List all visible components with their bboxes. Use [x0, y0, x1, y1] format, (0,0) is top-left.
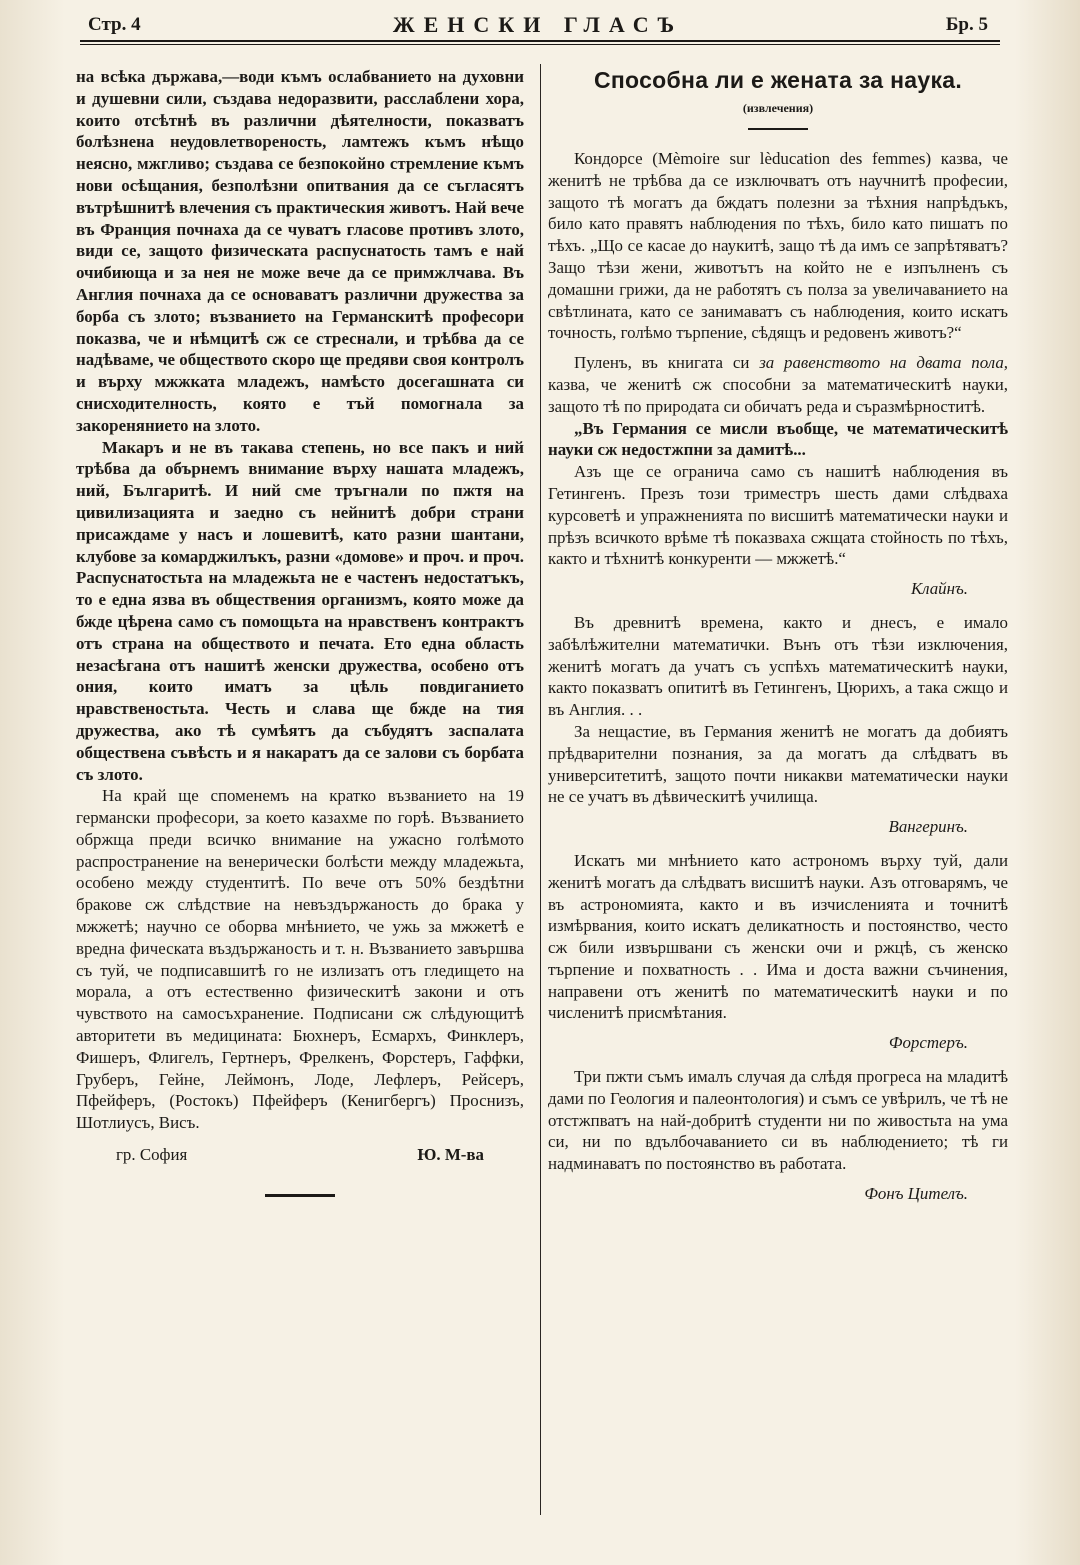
right-column: [548, 66, 1008, 1217]
author-signature: Ю. М-ва: [417, 1145, 484, 1165]
paragraph: На край ще споменемъ на кратко възванието на 19 германски професори, за което казахме по горѣ. Възванието обржща преди всичко внимание на ужасно голѣмото распространение на венерически болѣсти между младежьта, особено между студентитѣ. По вече отъ 50% бездѣтни бракове сж слѣдствие на невъздържаность до брака у мжжетѣ; научно се оборва мнѣнието, че ужь за мжжетѣ е вредна фическата въздържаность и т. н. Възванието завършва съ туй, че подписавшитѣ го не излизатъ отъ гледището на морала, а отъ естественно физическитѣ закони и отъ чувството на самосъхранение. Подписани сж слѣдующитѣ авторитети въ медицината: Бюхнеръ, Есмархъ, Финклеръ, Фишеръ, Флигелъ, Гертнеръ, Фрелкенъ, Форстеръ, Гаффки, Груберъ, Гейне, Леймонъ, Лоде, Лефлеръ, Рейсеръ, Пфейферъ, (Ростокъ) Пфейферъ (Кенигбергъ) Проснизъ, Шотлиусъ, Висъ.: [76, 786, 524, 1133]
title-rule: [748, 128, 808, 130]
header-rule: [80, 40, 1000, 42]
paragraph: на всѣка държава,—води къмъ ослабванието на духовни и душевни сили, създава недоразвити, расслаблени хора, които отсѣтнѣ въ различни дѣятелности, показватъ болѣзнена неудовлетвореность, ламтежъ къмъ нѣщо неясно, мжгливо; създава се безпокойно стремление къмъ нови осѣщания, безполѣзни опитвания да се съгласятъ вътрѣшнитѣ влечения съ практическия животъ. Най вече въ Франция почнаха да се чуватъ гласове противъ злото, види се, защото физическата распуснатость тамъ е най очибиюща и за нея не може вече да се примжлчава. Въ Англия почнаха да се основаватъ различни дружества за борба съ злото; възванието на Германскитѣ професори показва, че и нѣмцитѣ сж се стреснали, и трѣбва да се надѣваме, че обществото скоро ще предяви своя контролъ и върху мжжката младежъ, намѣсто досегашната си снисходителность, която е тъй помогнала за закоренянието на злото.: [76, 67, 524, 435]
quote-paragraph: Три пжти съмъ ималъ случая да слѣдя прогреса на младитѣ дами по Геология и палеонтология) и съмъ се увѣрилъ, че тѣ не отстжпватъ на най-добритѣ студенти ни по живостьта на ума си, ни по вдълбочаванието си въ наблюдението; тѣ ги надминаватъ по постоянство въ работата.: [548, 1067, 1008, 1174]
article-title: Способна ли е жената за наука.: [593, 67, 963, 93]
article-end-rule: [265, 1194, 335, 1197]
quote-signature: Фонъ Цителъ.: [864, 1184, 968, 1204]
quote-paragraph: Въ древнитѣ времена, както и днесъ, е имало забѣлѣжителни математички. Вънъ отъ тѣзи изключения, женитѣ могатъ да учатъ съ успѣхъ математическитѣ науки, както показватъ опититѣ въ Гетингенъ, Цюрихъ, а така сжщо и въ Англия. . .: [548, 612, 1008, 720]
quote-signature: Вангеринъ.: [888, 817, 968, 837]
column-divider: [540, 64, 541, 1515]
paragraph: Макаръ и не въ такава степень, но все пакъ и ний трѣбва да обърнемъ внимание върху нашата младежъ, ний, Българитѣ. И ний сме тръгнали по пжтя на цивилизацията и заедно съ нейнитѣ добри страни присаждаме у насъ и лошевитѣ, като разни шантани, клубове за комарджилъкъ, разни «домове» и проч. и проч. Распуснатостьта на младежьта не е частенъ недостатъкъ, то е една язва въ обществения организмъ, която може да бжде цѣрена само съ помощьта на нравственъ контрактъ отъ страна на обществото и печата. Ето една область незасѣгана отъ нашитѣ женски дружества, особено отъ ония, които иматъ за цѣль повдиганието нравственостьта. Честь и слава ще бжде на тия дружества, ако тѣ сумѣятъ да събудятъ заспалата обществена съвѣсть и я накаратъ да се залови съ борбата съ злото.: [76, 437, 524, 784]
page-header: [88, 12, 988, 38]
place-line: гр. София: [116, 1145, 188, 1165]
quote-paragraph: Пуленъ, въ книгата си за равенството на двата пола, казва, че женитѣ сж способни за математическитѣ науки, защото тѣ по природата си обичатъ реда и съразмѣрноститѣ.: [548, 353, 1008, 416]
issue-number: Бр. 5: [945, 14, 988, 35]
article-signature: [76, 1144, 524, 1166]
quote-paragraph: Азъ ще се огранича само съ нашитѣ наблюдения въ Гетингенъ. Презъ този триместръ шесть дами слѣдваха курсоветѣ и упражненията по висшитѣ математически науки и прѣзъ всичкото врѣме тѣ показваха сжщата стойность по тѣхъ, както и тѣхнитѣ конкуренти — мжжетѣ.“: [548, 462, 1008, 569]
newspaper-title: ЖЕНСКИ ГЛАСЪ: [392, 12, 684, 37]
page-number: Стр. 4: [88, 14, 141, 35]
quote-signature: Клайнъ.: [910, 579, 968, 599]
quote-paragraph: „Въ Германия се мисли въобще, че математическитѣ науки сж недостжпни за дамитѣ...: [548, 418, 1008, 460]
left-column: [76, 66, 524, 1197]
quote-paragraph: Искатъ ми мнѣнието като астрономъ върху туй, дали женитѣ могатъ да слѣдватъ висшитѣ науки. Азъ отговарямъ, че въ астрономията, както и въ изчисленията и точнитѣ измѣрвания, които искатъ деликатность и постоянство, често сж били извършвани съ женски очи и ржцѣ, съ женско търпение и похватность . . Има и доста важни съчинения, направени отъ женитѣ по математическитѣ науки и по численитѣ присмѣтания.: [548, 850, 1008, 1023]
quote-paragraph: За нещастие, въ Германия женитѣ не могатъ да добиятъ прѣдварителни познания, за да могатъ да слѣдватъ въ университетитѣ, защото почти никакви математически науки не се учатъ въ дѣвическитѣ училища.: [548, 721, 1008, 807]
quote-signature: Форстеръ.: [888, 1033, 968, 1053]
header-rule-thin: [80, 44, 1000, 45]
article-subtitle: (извлечения): [742, 101, 814, 115]
quote-paragraph: Кондорсе (Mèmoire sur lèducation des femmes) казва, че женитѣ не трѣбва да се изключватъ отъ научнитѣ професии, защото тѣ могатъ да бждатъ полезни за тѣхния напрѣдъкъ, било като правятъ наблюдения по тѣхъ, било като пишатъ по тѣхъ. „Що се касае до наукитѣ, защо тѣ да имъ се запрѣтяватъ? Защо тѣзи жени, животътъ на който не е изпълненъ съ домашни грижи, да не работятъ съ полза за увеличаванието на свѣтлината, като се занимаватъ съ наблюдения, които искатъ точность, голѣмо търпение, сѣдящъ и редовенъ животъ?“: [548, 149, 1008, 343]
